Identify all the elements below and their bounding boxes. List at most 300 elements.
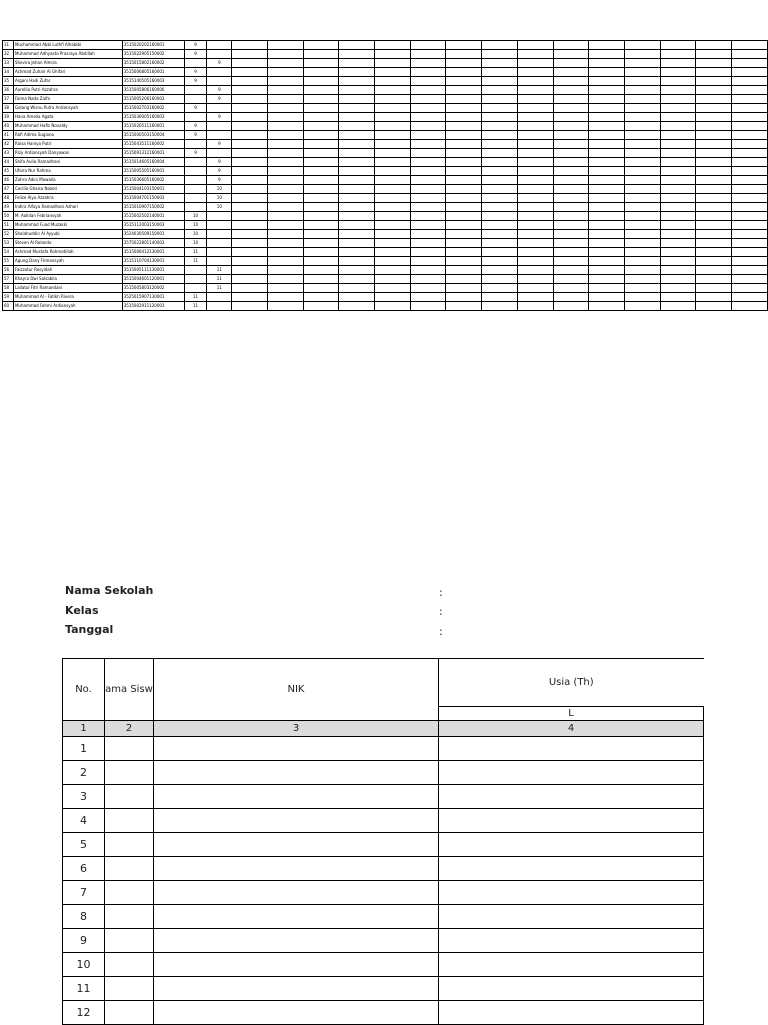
empty-cell xyxy=(625,275,661,284)
nik-cell[interactable] xyxy=(154,1001,439,1025)
empty-cell xyxy=(482,113,518,122)
empty-cell xyxy=(625,194,661,203)
empty-cell xyxy=(410,95,446,104)
empty-cell xyxy=(732,203,768,212)
empty-cell xyxy=(303,167,339,176)
student-name: Muhammad Adhyasta Prasraya Abdillah xyxy=(13,50,122,59)
name-cell[interactable] xyxy=(105,761,154,785)
empty-cell xyxy=(482,266,518,275)
row-number: 43 xyxy=(3,149,14,158)
form-row-number: 2 xyxy=(63,761,105,785)
roster-row xyxy=(3,185,768,194)
empty-cell xyxy=(410,275,446,284)
name-cell[interactable] xyxy=(105,881,154,905)
empty-cell xyxy=(517,284,553,293)
empty-cell xyxy=(339,122,375,131)
empty-cell xyxy=(482,131,518,140)
empty-cell xyxy=(553,158,589,167)
empty-cell xyxy=(732,284,768,293)
empty-cell xyxy=(339,77,375,86)
student-name: Indira Alfaya Ramadhani Azhari xyxy=(13,203,122,212)
empty-cell xyxy=(410,293,446,302)
empty-cell xyxy=(660,230,696,239)
empty-cell xyxy=(482,77,518,86)
empty-cell xyxy=(696,104,732,113)
empty-cell xyxy=(482,86,518,95)
empty-cell xyxy=(696,194,732,203)
empty-cell xyxy=(482,212,518,221)
empty-cell xyxy=(267,212,303,221)
age-cell xyxy=(184,185,207,194)
name-cell[interactable] xyxy=(105,737,154,761)
empty-cell xyxy=(375,275,411,284)
age-cell: 11 xyxy=(184,248,207,257)
empty-cell xyxy=(482,302,518,311)
age-cell[interactable] xyxy=(439,809,704,833)
empty-cell xyxy=(375,293,411,302)
student-name: Achmad Mustafa Rohmatillah xyxy=(13,248,122,257)
empty-cell xyxy=(303,50,339,59)
nik-cell[interactable] xyxy=(154,905,439,929)
nik-cell[interactable] xyxy=(154,929,439,953)
name-cell[interactable] xyxy=(105,833,154,857)
student-nik: 3515004701150003 xyxy=(122,194,184,203)
nik-cell[interactable] xyxy=(154,881,439,905)
student-nik: 3515002703160002 xyxy=(122,104,184,113)
empty-cell xyxy=(339,104,375,113)
empty-cell xyxy=(625,203,661,212)
age-cell[interactable] xyxy=(439,929,704,953)
empty-cell xyxy=(553,221,589,230)
empty-cell xyxy=(589,41,625,50)
empty-cell xyxy=(267,95,303,104)
roster-row xyxy=(3,275,768,284)
empty-cell xyxy=(625,149,661,158)
class-colon: : xyxy=(439,605,443,618)
empty-cell xyxy=(410,194,446,203)
roster-row xyxy=(3,221,768,230)
form-row xyxy=(63,953,704,977)
empty-cell xyxy=(660,212,696,221)
empty-cell xyxy=(232,59,268,68)
empty-cell xyxy=(446,59,482,68)
roster-row xyxy=(3,59,768,68)
empty-cell xyxy=(625,140,661,149)
age-cell[interactable] xyxy=(439,737,704,761)
empty-cell xyxy=(732,248,768,257)
age-cell: 9 xyxy=(184,104,207,113)
empty-cell xyxy=(232,194,268,203)
nik-cell[interactable] xyxy=(154,761,439,785)
empty-cell xyxy=(553,167,589,176)
empty-cell xyxy=(410,257,446,266)
empty-cell xyxy=(232,212,268,221)
empty-cell xyxy=(517,257,553,266)
empty-cell xyxy=(410,131,446,140)
age-cell[interactable] xyxy=(439,977,704,1001)
age-cell xyxy=(184,86,207,95)
empty-cell xyxy=(339,275,375,284)
empty-cell xyxy=(589,257,625,266)
roster-row xyxy=(3,68,768,77)
empty-cell xyxy=(553,113,589,122)
empty-cell xyxy=(232,167,268,176)
student-nik: 3515004103150001 xyxy=(122,185,184,194)
empty-cell xyxy=(303,131,339,140)
empty-cell xyxy=(339,86,375,95)
empty-cell xyxy=(267,59,303,68)
empty-cell xyxy=(517,149,553,158)
empty-cell xyxy=(267,77,303,86)
empty-cell xyxy=(625,221,661,230)
empty-cell xyxy=(303,185,339,194)
empty-cell xyxy=(625,239,661,248)
empty-cell xyxy=(696,248,732,257)
empty-cell xyxy=(589,212,625,221)
empty-cell xyxy=(589,95,625,104)
age-cell[interactable] xyxy=(439,905,704,929)
empty-cell xyxy=(625,41,661,50)
student-form-table xyxy=(62,658,704,1025)
age-cell[interactable] xyxy=(439,833,704,857)
name-cell[interactable] xyxy=(105,929,154,953)
student-name: Muhammad Hafiz Novaldy xyxy=(13,122,122,131)
empty-cell xyxy=(553,140,589,149)
name-cell[interactable] xyxy=(105,809,154,833)
age-cell xyxy=(207,221,232,230)
empty-cell xyxy=(732,122,768,131)
nik-cell[interactable] xyxy=(154,977,439,1001)
empty-cell xyxy=(517,140,553,149)
student-nik: 3515002502140001 xyxy=(122,212,184,221)
empty-cell xyxy=(446,149,482,158)
name-cell[interactable] xyxy=(105,857,154,881)
empty-cell xyxy=(410,221,446,230)
student-name: Muchammad Abbi Luthfi Alhabibi xyxy=(13,41,122,50)
age-cell: 9 xyxy=(184,41,207,50)
student-nik: 3515043511160002 xyxy=(122,140,184,149)
row-number: 42 xyxy=(3,140,14,149)
empty-cell xyxy=(553,122,589,131)
roster-row xyxy=(3,257,768,266)
form-row-number: 12 xyxy=(63,1001,105,1025)
age-cell[interactable] xyxy=(439,785,704,809)
empty-cell xyxy=(375,167,411,176)
student-nik: 3515005505160001 xyxy=(122,167,184,176)
row-number: 52 xyxy=(3,230,14,239)
student-name: Argani Hadi Zufar xyxy=(13,77,122,86)
empty-cell xyxy=(267,248,303,257)
student-name: Rizy Ardiansyah Danyawan xyxy=(13,149,122,158)
empty-cell xyxy=(375,50,411,59)
empty-cell xyxy=(589,248,625,257)
empty-cell xyxy=(732,149,768,158)
age-cell xyxy=(184,167,207,176)
empty-cell xyxy=(410,104,446,113)
empty-cell xyxy=(410,149,446,158)
student-nik: 3515020511160001 xyxy=(122,122,184,131)
empty-cell xyxy=(482,248,518,257)
empty-cell xyxy=(446,266,482,275)
nik-cell[interactable] xyxy=(154,785,439,809)
age-cell: 11 xyxy=(207,284,232,293)
empty-cell xyxy=(517,185,553,194)
empty-cell xyxy=(446,194,482,203)
empty-cell xyxy=(339,41,375,50)
empty-cell xyxy=(446,293,482,302)
empty-cell xyxy=(660,131,696,140)
empty-cell xyxy=(660,239,696,248)
class-label: Kelas xyxy=(65,604,99,617)
name-cell[interactable] xyxy=(105,785,154,809)
empty-cell xyxy=(589,194,625,203)
date-label: Tanggal xyxy=(65,623,114,636)
school-name-label: Nama Sekolah xyxy=(65,584,154,597)
empty-cell xyxy=(553,302,589,311)
empty-cell xyxy=(589,77,625,86)
age-cell xyxy=(207,77,232,86)
row-number: 50 xyxy=(3,212,14,221)
age-cell: 11 xyxy=(184,257,207,266)
empty-cell xyxy=(303,158,339,167)
row-number: 60 xyxy=(3,302,14,311)
empty-cell xyxy=(232,122,268,131)
empty-cell xyxy=(732,50,768,59)
empty-cell xyxy=(732,104,768,113)
empty-cell xyxy=(303,113,339,122)
empty-cell xyxy=(696,131,732,140)
age-cell: 9 xyxy=(207,59,232,68)
empty-cell xyxy=(232,86,268,95)
student-name: Ufaira Nur Rahma xyxy=(13,167,122,176)
student-nik: 3524030509150001 xyxy=(122,230,184,239)
nik-cell[interactable] xyxy=(154,833,439,857)
empty-cell xyxy=(482,293,518,302)
empty-cell xyxy=(732,185,768,194)
roster-row xyxy=(3,149,768,158)
column-number: 1 xyxy=(63,721,105,737)
form-row xyxy=(63,809,704,833)
age-cell: 10 xyxy=(207,185,232,194)
student-roster-table xyxy=(2,40,768,311)
empty-cell xyxy=(732,77,768,86)
age-cell[interactable] xyxy=(439,953,704,977)
student-name: Raisa Haniya Putri xyxy=(13,140,122,149)
empty-cell xyxy=(303,77,339,86)
empty-cell xyxy=(517,239,553,248)
student-nik: 3515091312160001 xyxy=(122,149,184,158)
form-row-number: 1 xyxy=(63,737,105,761)
empty-cell xyxy=(517,203,553,212)
empty-cell xyxy=(303,194,339,203)
empty-cell xyxy=(625,212,661,221)
empty-cell xyxy=(589,50,625,59)
empty-cell xyxy=(660,257,696,266)
header-no: No. xyxy=(63,659,105,721)
empty-cell xyxy=(589,221,625,230)
roster-row xyxy=(3,293,768,302)
roster-row xyxy=(3,41,768,50)
empty-cell xyxy=(517,131,553,140)
row-number: 56 xyxy=(3,266,14,275)
student-name: Hana Amelia Agata xyxy=(13,113,122,122)
age-cell[interactable] xyxy=(439,881,704,905)
empty-cell xyxy=(732,275,768,284)
age-cell: 11 xyxy=(207,266,232,275)
empty-cell xyxy=(517,293,553,302)
nik-cell[interactable] xyxy=(154,809,439,833)
empty-cell xyxy=(267,131,303,140)
empty-cell xyxy=(517,104,553,113)
empty-cell xyxy=(696,41,732,50)
empty-cell xyxy=(232,284,268,293)
empty-cell xyxy=(410,185,446,194)
roster-row xyxy=(3,248,768,257)
empty-cell xyxy=(589,158,625,167)
form-row-number: 5 xyxy=(63,833,105,857)
empty-cell xyxy=(339,203,375,212)
row-number: 57 xyxy=(3,275,14,284)
empty-cell xyxy=(660,167,696,176)
school-name-colon: : xyxy=(439,586,443,599)
age-cell[interactable] xyxy=(439,1001,704,1025)
empty-cell xyxy=(482,239,518,248)
empty-cell xyxy=(625,257,661,266)
nik-cell[interactable] xyxy=(154,737,439,761)
empty-cell xyxy=(553,131,589,140)
empty-cell xyxy=(303,203,339,212)
header-nik: NIK xyxy=(154,659,439,721)
student-name: Felize Alya Azzahra xyxy=(13,194,122,203)
empty-cell xyxy=(696,203,732,212)
empty-cell xyxy=(696,95,732,104)
empty-cell xyxy=(553,194,589,203)
age-cell xyxy=(184,158,207,167)
empty-cell xyxy=(696,59,732,68)
empty-cell xyxy=(375,122,411,131)
empty-cell xyxy=(232,149,268,158)
empty-cell xyxy=(446,248,482,257)
nik-cell[interactable] xyxy=(154,953,439,977)
form-row-number: 4 xyxy=(63,809,105,833)
age-cell xyxy=(184,203,207,212)
empty-cell xyxy=(660,275,696,284)
empty-cell xyxy=(660,185,696,194)
date-colon: : xyxy=(439,625,443,638)
empty-cell xyxy=(339,302,375,311)
student-name: Shifa Aulia Ramadhani xyxy=(13,158,122,167)
empty-cell xyxy=(517,158,553,167)
empty-cell xyxy=(660,59,696,68)
empty-cell xyxy=(482,167,518,176)
empty-cell xyxy=(232,68,268,77)
empty-cell xyxy=(375,212,411,221)
empty-cell xyxy=(410,212,446,221)
student-name: M. Aalidan Febriansyah xyxy=(13,212,122,221)
empty-cell xyxy=(553,284,589,293)
age-cell xyxy=(207,248,232,257)
empty-cell xyxy=(410,113,446,122)
roster-row xyxy=(3,230,768,239)
empty-cell xyxy=(446,275,482,284)
empty-cell xyxy=(553,68,589,77)
age-cell xyxy=(207,239,232,248)
row-number: 31 xyxy=(3,41,14,50)
row-number: 35 xyxy=(3,77,14,86)
name-cell[interactable] xyxy=(105,977,154,1001)
student-name: Steven Al Rolando xyxy=(13,239,122,248)
row-number: 40 xyxy=(3,122,14,131)
empty-cell xyxy=(232,131,268,140)
age-cell xyxy=(184,113,207,122)
empty-cell xyxy=(696,140,732,149)
empty-cell xyxy=(339,257,375,266)
nik-cell[interactable] xyxy=(154,857,439,881)
empty-cell xyxy=(732,131,768,140)
age-cell[interactable] xyxy=(439,761,704,785)
roster-row xyxy=(3,50,768,59)
empty-cell xyxy=(732,302,768,311)
empty-cell xyxy=(375,59,411,68)
empty-cell xyxy=(482,122,518,131)
empty-cell xyxy=(517,302,553,311)
name-cell[interactable] xyxy=(105,1001,154,1025)
empty-cell xyxy=(660,266,696,275)
empty-cell xyxy=(732,113,768,122)
row-number: 45 xyxy=(3,167,14,176)
row-number: 48 xyxy=(3,194,14,203)
student-nik: 3515036605160002 xyxy=(122,176,184,185)
empty-cell xyxy=(660,302,696,311)
age-cell: 9 xyxy=(207,113,232,122)
form-row-number: 3 xyxy=(63,785,105,809)
age-cell xyxy=(184,284,207,293)
empty-cell xyxy=(446,167,482,176)
empty-cell xyxy=(446,50,482,59)
empty-cell xyxy=(232,77,268,86)
empty-cell xyxy=(660,158,696,167)
age-cell xyxy=(184,176,207,185)
empty-cell xyxy=(410,68,446,77)
name-cell[interactable] xyxy=(105,953,154,977)
name-cell[interactable] xyxy=(105,905,154,929)
empty-cell xyxy=(660,95,696,104)
age-cell xyxy=(207,41,232,50)
roster-row xyxy=(3,131,768,140)
age-cell: 10 xyxy=(184,221,207,230)
empty-cell xyxy=(696,176,732,185)
empty-cell xyxy=(553,230,589,239)
empty-cell xyxy=(232,275,268,284)
empty-cell xyxy=(446,176,482,185)
empty-cell xyxy=(482,50,518,59)
empty-cell xyxy=(303,230,339,239)
student-nik: 3515036005160003 xyxy=(122,113,184,122)
empty-cell xyxy=(339,230,375,239)
row-number: 41 xyxy=(3,131,14,140)
age-cell: 9 xyxy=(207,95,232,104)
empty-cell xyxy=(660,77,696,86)
empty-cell xyxy=(232,41,268,50)
age-cell xyxy=(184,266,207,275)
column-number: 2 xyxy=(105,721,154,737)
empty-cell xyxy=(517,95,553,104)
roster-row xyxy=(3,176,768,185)
empty-cell xyxy=(339,194,375,203)
header-age-sub: L xyxy=(439,707,704,721)
student-name: Muhammad Fuad Muzakki xyxy=(13,221,122,230)
age-cell[interactable] xyxy=(439,857,704,881)
